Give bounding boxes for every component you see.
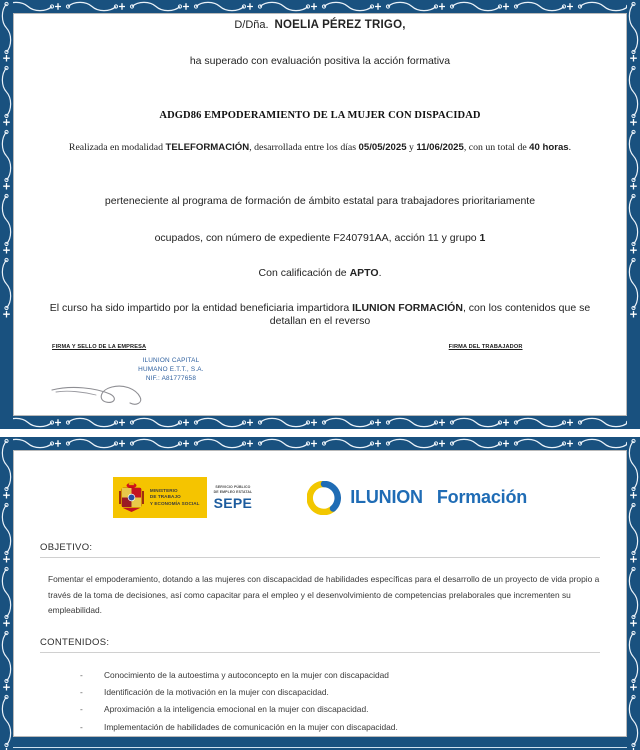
ministry-line-3: Y ECONOMÍA SOCIAL (149, 501, 200, 507)
program-line: perteneciente al programa de formación de ámbito estatal para trabajadores prioritariamente (104, 194, 536, 207)
company-signature-block (44, 335, 298, 410)
sepe-subtitle-line-1: SERVICIO PÚBLICO (215, 485, 251, 490)
grade-value: APTO (349, 267, 379, 280)
stamp-line-1: ILUNION CAPITAL (142, 356, 200, 364)
grade-post: . (378, 267, 382, 280)
scrollwork-pattern-icon (0, 0, 640, 13)
border-band-right (627, 0, 640, 429)
contents-title: CONTENIDOS: (40, 636, 110, 648)
ministry-line-2: DE TRABAJO (149, 494, 181, 500)
provider-pre: El curso ha sido impartido por la entidad beneficiaria impartidora (49, 302, 353, 315)
objective-text: Fomentar el empoderamiento, dotando a las mujeres con discapacidad de habilidades específicas para el desarrollo de un proyecto de vida propio a través de la toma de decisiones, así como capacitar para el empleo y el desenvolvimiento de competencias prelaborales que incrementen su empleabilidad. (48, 574, 600, 616)
objective-divider (40, 557, 600, 558)
sepe-acronym: SEPE (213, 495, 253, 512)
hours-pre: , con un total de (463, 141, 530, 153)
grade-pre: Con calificación de (258, 267, 350, 280)
sepe-logo (206, 477, 260, 518)
stamp-line-3: NIF.: A81777658 (145, 375, 197, 383)
list-item: - Conocimiento de la autoestima y autoconcepto en la mujer con discapacidad (80, 667, 600, 684)
certificate-reverse-page (0, 437, 640, 750)
worker-signature-heading: FIRMA DEL TRABAJADOR (448, 343, 523, 350)
border-band-top (0, 437, 640, 450)
provider-line (40, 302, 600, 328)
grade-line (40, 267, 600, 280)
contents-section (14, 637, 626, 736)
border-band-left (0, 0, 13, 429)
page-separator (0, 429, 640, 437)
file-number-line (40, 232, 600, 245)
sepe-subtitle-line-2: DE EMPLEO ESTATAL (213, 490, 253, 495)
recipient-line (40, 18, 600, 33)
scrollwork-pattern-icon (627, 437, 640, 750)
company-stamp (44, 356, 298, 384)
scrollwork-pattern-icon (627, 0, 640, 320)
certificate-content-reverse (13, 450, 627, 737)
date-end: 11/06/2025 (416, 141, 464, 153)
scrollwork-pattern-icon (0, 437, 640, 450)
logo-row (14, 467, 626, 524)
scrollwork-pattern-icon (0, 437, 13, 750)
group-number: 1 (479, 232, 486, 244)
list-item: - Implementación de habilidades de comunicación en la mujer con discapacidad. (80, 719, 600, 736)
ornamental-frame-reverse (0, 437, 640, 750)
date-join: y (406, 141, 417, 153)
hours-post: . (568, 141, 572, 153)
stamp-line-2: HUMANO E.T.T., S.A. (138, 365, 204, 373)
provider-value: ILUNION FORMACIÓN (352, 302, 463, 315)
scrollwork-pattern-icon (0, 416, 640, 429)
modality-value: TELEFORMACIÓN (165, 141, 250, 153)
hours-value: 40 horas (529, 141, 569, 153)
list-item: - Identificación de la motivación en la mujer con discapacidad. (80, 684, 600, 701)
modality-mid: , desarrollada entre los días (249, 141, 359, 153)
ministry-yellow-panel (113, 477, 206, 518)
modality-line (40, 142, 600, 153)
contents-list (80, 667, 600, 736)
signature-row (40, 331, 600, 410)
sepe-subtitle (214, 485, 253, 495)
recipient-prefix: D/Dña. (234, 19, 269, 31)
spanish-coat-of-arms-icon (118, 481, 145, 514)
file-number-text: ocupados, con número de expediente F240791AA, acción 11 y grupo (154, 232, 480, 244)
objective-title: OBJETIVO: (40, 542, 93, 554)
scrollwork-pattern-icon (0, 0, 13, 320)
objective-section (14, 542, 626, 619)
date-start: 05/05/2025 (358, 141, 407, 153)
ilunion-circle-icon (307, 481, 341, 515)
list-item: - Aproximación a la inteligencia emocional en la mujer con discapacidad. (80, 701, 600, 718)
statement-line: ha superado con evaluación positiva la acción formativa (189, 54, 451, 67)
border-band-top (0, 0, 640, 13)
course-title: ADGD86 EMPODERAMIENTO DE LA MUJER CON DISPACIDAD (159, 109, 481, 121)
recipient-name: NOELIA PÉREZ TRIGO, (274, 19, 406, 31)
modality-pre: Realizada en modalidad (68, 141, 166, 153)
ilunion-formacion-text: Formación (436, 487, 528, 508)
worker-signature-block (375, 335, 596, 353)
ilunion-wordmark: ILUNION (350, 487, 423, 508)
border-band-bottom (0, 416, 640, 429)
border-band-left (0, 437, 13, 750)
ministry-line-1: MINISTERIO (149, 487, 178, 493)
company-signature-heading: FIRMA Y SELLO DE LA EMPRESA (52, 343, 147, 350)
provider-post: , con los contenidos que se detallan en el reverso (269, 302, 591, 328)
certificate-content-front (13, 13, 627, 416)
ilunion-logo (307, 481, 527, 515)
handwritten-signature-icon (44, 381, 214, 409)
ministry-text (150, 488, 200, 509)
contents-divider (40, 652, 600, 653)
border-band-right (627, 437, 640, 750)
ministry-logo (113, 477, 259, 518)
